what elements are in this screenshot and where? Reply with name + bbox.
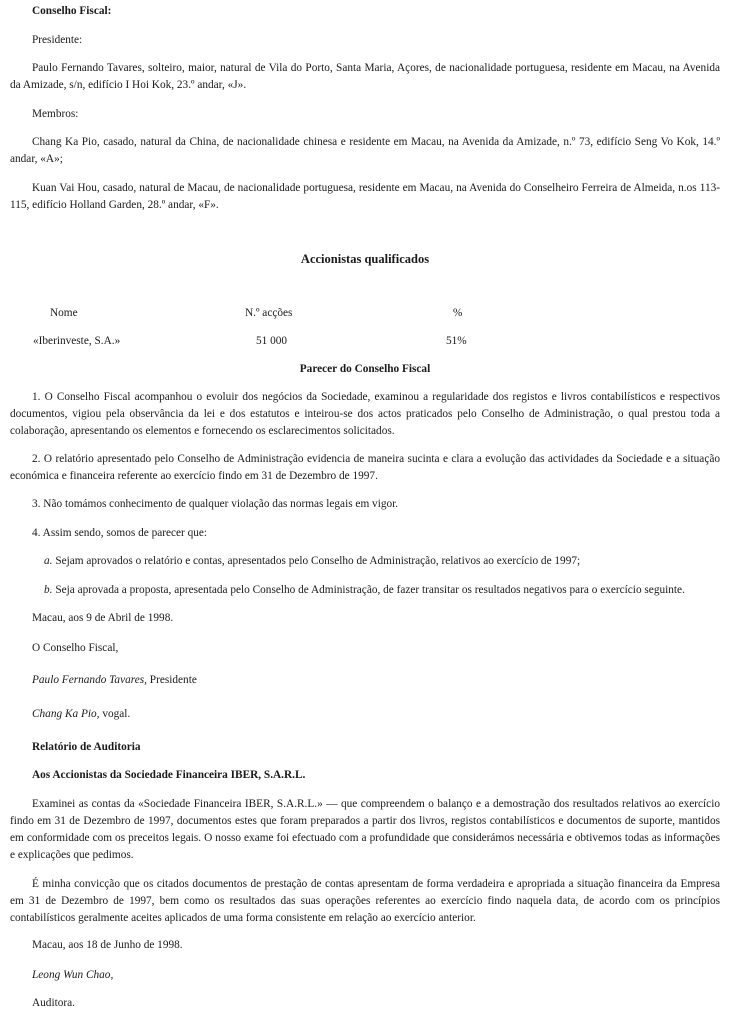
signature-president: [10, 672, 720, 689]
audit-paragraph-1: Examinei as contas da «Sociedade Financeira IBER, S.A.R.L.» — que compreendem o balanço e a demostração dos resultados relativos ao exercício findo em 31 de Dezembro de 1997, documentos estes que foram preparados a partir dos livros, registos contabilísticos e documentos de suporte, mantidos em conformidade com os preceitos legais. O nosso exame foi efectuado com a profundidade que considerámos necessária e obtivemos todas as informações e explicações que pedimos.: [10, 798, 720, 861]
signature-president-name: Paulo Fernando Tavares,: [32, 674, 147, 686]
shareholders-title: Accionistas qualificados: [300, 252, 430, 266]
opinion-signoff: O Conselho Fiscal,: [32, 642, 119, 654]
opinion-item-a: [44, 553, 720, 570]
column-header-name: Nome: [50, 307, 78, 319]
audit-title: Relatório de Auditoria: [32, 741, 141, 753]
audit-paragraph-2: É minha convicção que os citados documentos de prestação de contas apresentam de forma verdadeira e apropriada a situação financeira da Empresa em 31 de Dezembro de 1997, bem como os resultados das suas operações referentes ao exercício findo naquela data, de acordo com os princípios contabilísticos geralmente aceites aplicados de uma forma consistente em relação ao exercício anterior.: [10, 878, 720, 924]
opinion-paragraph-4: 4. Assim sendo, somos de parecer que:: [32, 527, 208, 539]
opinion-paragraph-1: 1. O Conselho Fiscal acompanhou o evoluir dos negócios da Sociedade, examinou a regularidade dos registos e livros contabilísticos e respectivos documentos, vigiou pela observância da lei e dos estatutos e inteirou-se dos actos praticados pelo Conselho de Administração, o qual prestou toda a colaboração, apresentando os elementos e fornecendo os esclarecimentos solicitados.: [10, 391, 720, 437]
column-header-percent: %: [453, 307, 463, 319]
item-b-text: Seja aprovada a proposta, apresentada pelo Conselho de Administração, de fazer transitar os resultados negativos para o exercício seguinte.: [55, 584, 685, 596]
opinion-item-b: [44, 582, 720, 599]
member-1-text: Chang Ka Pio, casado, natural da China, de nacionalidade chinesa e residente em Macau, na Avenida da Amizade, n.º 73, edifício Seng Vo Kok, 14.º andar, «A»;: [10, 136, 720, 165]
auditor-role: Auditora.: [32, 997, 75, 1009]
audit-date: Macau, aos 18 de Junho de 1998.: [32, 939, 183, 951]
opinion-date: Macau, aos 9 de Abril de 1998.: [32, 612, 174, 624]
opinion-paragraph-2: 2. O relatório apresentado pelo Conselho de Administração evidencia de maneira sucinta e clara a evolução das actividades da Sociedade e a situação económica e financeira referente ao exercício findo em 31 de Dezembro de 1997.: [10, 453, 720, 482]
signature-member-role: vogal.: [102, 708, 131, 720]
president-label: Presidente:: [32, 34, 83, 46]
item-a-letter: a.: [44, 555, 53, 567]
shareholder-name: «Iberinveste, S.A.»: [33, 335, 121, 347]
shareholder-shares: 51 000: [256, 335, 288, 347]
column-header-shares: N.º acções: [245, 307, 293, 319]
signature-member-name: Chang Ka Pio,: [32, 708, 100, 720]
auditor-name: Leong Wun Chao,: [32, 969, 114, 981]
item-a-text: Sejam aprovados o relatório e contas, apresentados pelo Conselho de Administração, relativos ao exercício de 1997;: [55, 555, 581, 567]
item-b-letter: b.: [44, 584, 53, 596]
fiscal-council-heading: Conselho Fiscal:: [32, 5, 112, 17]
audit-addressee: Aos Accionistas da Sociedade Financeira IBER, S.A.R.L.: [32, 769, 306, 781]
opinion-title: Parecer do Conselho Fiscal: [299, 363, 431, 375]
members-label: Membros:: [32, 108, 79, 120]
opinion-paragraph-3: 3. Não tomámos conhecimento de qualquer violação das normas legais em vigor.: [32, 498, 399, 510]
signature-member: [10, 706, 720, 723]
shareholder-percent: 51%: [446, 335, 467, 347]
member-2-text: Kuan Vai Hou, casado, natural de Macau, de nacionalidade portuguesa, residente em Macau, na Avenida do Conselheiro Ferreira de Almeida, n.os 113-115, edifício Holland Garden, 28.º andar, «F».: [10, 182, 720, 211]
signature-president-role: Presidente: [149, 674, 197, 686]
president-text: Paulo Fernando Tavares, solteiro, maior, natural de Vila do Porto, Santa Maria, Açores, de nacionalidade portuguesa, residente em Macau, na Avenida da Amizade, s/n, edifício I Hoi Kok, 23.º andar, «J».: [10, 62, 720, 91]
